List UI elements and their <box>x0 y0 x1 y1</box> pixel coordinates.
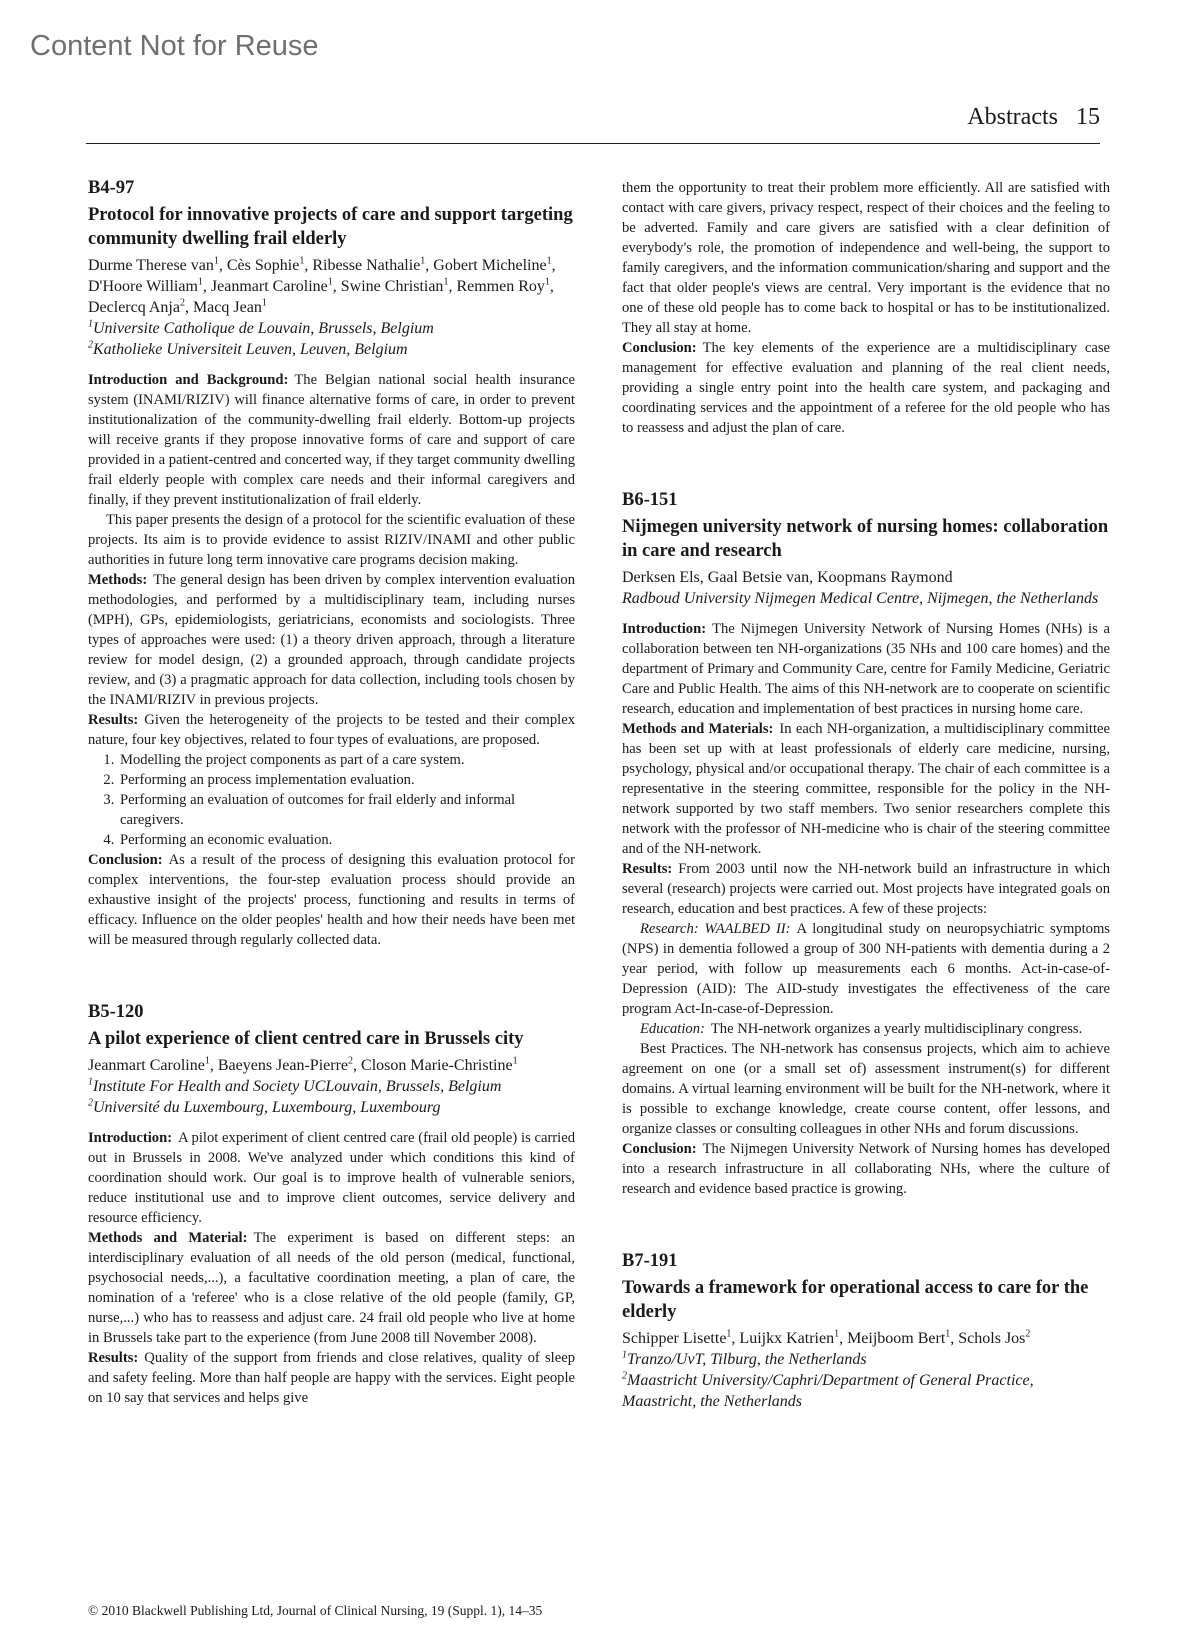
author-name: Remmen Roy <box>456 278 545 295</box>
section-label: Introduction and Background: <box>88 372 289 388</box>
author-affiliation-mark: 1 <box>945 1328 951 1340</box>
author-name: Luijkx Katrien <box>739 1330 835 1347</box>
author-name: Macq Jean <box>192 299 262 316</box>
abstract-title: Towards a framework for operational access to care for the elderly <box>622 1278 1089 1322</box>
section-text: Best Practices. The NH-network has consensus projects, which aim to achieve agreement on one (or a small set of) assessment instrument(s) for different domains. A virtual learning environment will be built for the NH-network, where it is possible to exchange knowledge, create course content, offer lessons, and organize classes or consulting colleagues in other NHs and forum discussions. <box>622 1041 1110 1137</box>
section-text: A pilot experiment of client centred care (frail old people) is carried out in Brussels in 2008. We've analyzed under which conditions this kind of coordination should work. Our goal is to improve health of vulnerable seniors, reduce institutional use and to improve client outcomes, service delivery and resource efficiency. <box>88 1130 575 1226</box>
affiliation-text: Tranzo/UvT, Tilburg, the Netherlands <box>627 1351 867 1368</box>
author-name: Meijboom Bert <box>847 1330 946 1347</box>
objective-item: 4. Performing an economic evaluation. <box>118 830 575 850</box>
abstract <box>622 1251 1110 1412</box>
affiliation-mark: 1 <box>88 318 93 330</box>
author-list: Schipper Lisette$^1$, Luijkx Katrien$^1$, Meijboom Bert$^1$, Schols Jos$^2$ <box>622 1328 1031 1347</box>
author-name: Derksen Els <box>622 569 700 586</box>
abstract-id: B6-151 <box>622 490 678 510</box>
running-head <box>967 104 1100 131</box>
affiliation-text: Radboud University Nijmegen Medical Centre, Nijmegen, the Netherlands <box>622 590 1099 607</box>
affiliation <box>88 318 575 339</box>
abstract-section <box>622 178 1110 338</box>
affiliation-mark: 2 <box>622 1370 627 1382</box>
author-name: Gaal Betsie van <box>707 569 810 586</box>
section-text: The Nijmegen University Network of Nursing homes has developed into a research infrastructure in all collaborating NHs, where the culture of research and evidence based practice is growing. <box>622 1141 1110 1197</box>
affiliation-mark: 1 <box>88 1076 93 1088</box>
author-list: Jeanmart Caroline$^1$, Baeyens Jean-Pierre$^2$, Closon Marie-Christine$^1$ <box>88 1055 518 1074</box>
right-column <box>622 178 1110 1464</box>
abstract-title: Protocol for innovative projects of care and support targeting community dwelling frail elderly <box>88 205 573 249</box>
objective-item: 3. Performing an evaluation of outcomes for frail elderly and informal caregivers. <box>118 790 575 830</box>
abstract-body <box>88 370 575 950</box>
section-text: In each NH-organization, a multidisciplinary committee has been set up with at least professionals of elderly care medicine, nursing, psychology, physical and/or occupational therapy. The chair of each committee is a representative in the steering committee, responsible for the policy in the NH-network supported by two staff members. Two senior researchers complete this network with the professor of NH-medicine who is chair of the steering committee and of the NH-network. <box>622 721 1110 857</box>
section-text: The experiment is based on different steps: an interdisciplinary evaluation of all needs of the old person (medical, functional, psychosocial needs,...), a facultative coordination meeting, a plan of care, the nomination of a 'referee' who is a close relative of the old people (family, GP, nurse,...) who has to reassess and adjust care. 24 frail old people who live at home in Brussels take part to the experience (from June 2008 till November 2008). <box>88 1230 575 1346</box>
author-name: Durme Therese van <box>88 257 214 274</box>
affiliation <box>88 339 575 360</box>
section-text: The Belgian national social health insurance system (INAMI/RIZIV) will finance alternative forms of care, in order to prevent institutionalization of the community-dwelling frail elderly. Bottom-up projects will receive grants if they propose innovative forms of care and support of care provided in a patient-centred and concerted way, if they target community dwelling frail elderly people with complex care needs and their informal caregivers and finally, if they prevent institutionalization of frail elderly. <box>88 372 576 508</box>
author-name: Baeyens Jean-Pierre <box>217 1057 349 1074</box>
abstract-section <box>622 338 1110 438</box>
abstract-section <box>622 1039 1110 1139</box>
author-list: Derksen Els, Gaal Betsie van, Koopmans Raymond <box>622 569 953 586</box>
abstract <box>88 1002 575 1408</box>
author-name: Declercq Anja <box>88 299 180 316</box>
author-affiliation-mark: 1 <box>546 255 552 267</box>
affiliation-text: Katholieke Universiteit Leuven, Leuven, Belgium <box>93 341 408 358</box>
section-text: The Nijmegen University Network of Nursing Homes (NHs) is a collaboration between ten NH-organizations (35 NHs and 100 care homes) and the department of Primary and Community Care, centre for Family Medicine, Geriatric Care and Public Health. The aims of this NH-network are to cooperate on scientific research, education and implementation of best practices in nursing home care. <box>622 621 1110 717</box>
section-label: Conclusion: <box>622 340 697 356</box>
section-label: Introduction: <box>88 1130 173 1146</box>
affiliation-mark: 2 <box>88 339 93 351</box>
abstract-section <box>88 570 575 710</box>
affiliation-text: Institute For Health and Society UCLouvain, Brussels, Belgium <box>93 1078 502 1095</box>
author-name: Cès Sophie <box>226 257 300 274</box>
section-label: Results: <box>622 861 673 877</box>
abstract-id: B5-120 <box>88 1002 144 1022</box>
section-text: A longitudinal study on neuropsychiatric symptoms (NPS) in dementia followed a group of 300 NH-patients with dementia during a 2 year period, with follow up measurements each 6 months. Act-in-case-of-Depression (AID): The AID-study investigates the effectiveness of the care program Act-In-case-of-Depression. <box>622 921 1110 1017</box>
affiliation-text: Universite Catholique de Louvain, Brussels, Belgium <box>93 320 434 337</box>
author-name: D'Hoore William <box>88 278 198 295</box>
section-label: Education: <box>640 1021 705 1037</box>
author-affiliation-mark: 1 <box>726 1328 732 1340</box>
abstract-section <box>88 1348 575 1408</box>
author-name: Ribesse Nathalie <box>312 257 421 274</box>
abstract-section <box>622 1019 1110 1039</box>
abstract-section <box>622 719 1110 859</box>
section-text: This paper presents the design of a protocol for the scientific evaluation of these projects. Its aim is to provide evidence to assist RIZIV/INAMI and other public authorities in future long term innovative care programs decision making. <box>88 512 575 568</box>
author-affiliation-mark: 1 <box>299 255 305 267</box>
section-label: Methods and Material: <box>88 1230 248 1246</box>
watermark: Content Not for Reuse <box>30 30 319 62</box>
section-label: Conclusion: <box>88 852 163 868</box>
affiliation-text: Maastricht University/Caphri/Department of General Practice, Maastricht, the Netherlands <box>622 1372 1034 1410</box>
abstract-section <box>622 619 1110 719</box>
affiliation <box>88 1097 575 1118</box>
abstract-section <box>88 510 575 570</box>
section-text: The key elements of the experience are a multidisciplinary case management for effective evaluation and planning of the real client needs, providing a single entry point into the health care system, and packaging and coordinating services and the appointment of a referee for the old people who has to reassess and adjust the plan of care. <box>622 340 1110 436</box>
author-affiliation-mark: 1 <box>420 255 426 267</box>
author-affiliation-mark: 1 <box>327 276 333 288</box>
author-affiliation-mark: 1 <box>544 276 550 288</box>
abstract-section <box>622 1139 1110 1199</box>
author-affiliation-mark: 1 <box>261 297 267 309</box>
affiliation <box>622 1370 1110 1412</box>
left-column <box>88 178 575 1460</box>
section-label: Results: <box>88 1350 139 1366</box>
section-text: As a result of the process of designing this evaluation protocol for complex interventions, the four-step evaluation process should provide an exhaustive insight of the projects' process, functioning and results in terms of efficacy. Influence on the older peoples' health and how their needs have been met will be measured through regularly collected data. <box>88 852 575 948</box>
abstract-body <box>88 1128 575 1408</box>
section-label: Introduction: <box>622 621 707 637</box>
abstract-title: A pilot experience of client centred care in Brussels city <box>88 1029 524 1049</box>
author-name: Koopmans Raymond <box>817 569 953 586</box>
abstract-id: B4-97 <box>88 178 135 198</box>
affiliation <box>622 1349 1110 1370</box>
author-affiliation-mark: 1 <box>197 276 203 288</box>
section-label: Methods: <box>88 572 148 588</box>
affiliation <box>88 1076 575 1097</box>
author-affiliation-mark: 1 <box>512 1055 518 1067</box>
abstract <box>622 490 1110 1199</box>
author-affiliation-mark: 1 <box>834 1328 840 1340</box>
header-rule <box>86 143 1100 144</box>
author-affiliation-mark: 1 <box>443 276 449 288</box>
author-name: Closon Marie-Christine <box>361 1057 513 1074</box>
author-affiliation-mark: 2 <box>179 297 185 309</box>
abstract-continuation <box>622 178 1110 438</box>
affiliation <box>622 588 1110 609</box>
author-affiliation-mark: 2 <box>1025 1328 1031 1340</box>
affiliation-mark: 1 <box>622 1349 627 1361</box>
footer: © 2010 Blackwell Publishing Ltd, Journal of Clinical Nursing, 19 (Suppl. 1), 14–35 <box>88 1603 543 1618</box>
abstract-section <box>88 710 575 750</box>
section-label: Conclusion: <box>622 1141 697 1157</box>
section-label: Methods and Materials: <box>622 721 774 737</box>
section-text: From 2003 until now the NH-network build an infrastructure in which several (research) projects were carried out. Most projects have integrated goals on research, education and best practices. A few of these projects: <box>622 861 1110 917</box>
abstract-section <box>88 1128 575 1228</box>
author-name: Schols Jos <box>958 1330 1026 1347</box>
section-text: Quality of the support from friends and close relatives, quality of sleep and safety feeling. More than half people are happy with the services. Eight people on 10 say that services and helps give <box>88 1350 575 1406</box>
author-affiliation-mark: 1 <box>213 255 219 267</box>
author-affiliation-mark: 1 <box>204 1055 210 1067</box>
author-list: Durme Therese van$^1$, Cès Sophie$^1$, Ribesse Nathalie$^1$, Gobert Micheline$^1$, D'Hoore William$^1$, Jeanmart Caroline$^1$, Swine Christian$^1$, Remmen Roy$^1$, Declercq Anja$^2$, Macq Jean$^1$ <box>88 255 556 316</box>
abstract-section <box>88 850 575 950</box>
abstract-body <box>622 619 1110 1199</box>
author-affiliation-mark: 2 <box>348 1055 354 1067</box>
affiliation-text: Université du Luxembourg, Luxembourg, Luxembourg <box>93 1099 441 1116</box>
section-text: Given the heterogeneity of the projects to be tested and their complex nature, four key objectives, related to four types of evaluations, are proposed. <box>88 712 575 748</box>
section-text: The NH-network organizes a yearly multidisciplinary congress. <box>710 1021 1083 1037</box>
section-text: them the opportunity to treat their problem more efficiently. All are satisfied with contact with care givers, privacy respect, respect of their choices and the feeling to be adverted. Family and care givers are satisfied with a clear definition of everybody's role, the promotion of independence and well-being, the support to family caregivers, and the information communication/sharing and support and the fact that older people's views are central. Very important is the evidence that no one of these old people has to come back to hospital or has to be institutionalized. They all stay at home. <box>622 180 1110 336</box>
author-name: Schipper Lisette <box>622 1330 727 1347</box>
author-name: Swine Christian <box>340 278 444 295</box>
section-label: Research: WAALBED II: <box>640 921 791 937</box>
abstract-id: B7-191 <box>622 1251 678 1271</box>
section-text: The general design has been driven by complex intervention evaluation methodologies, and performed by a multidisciplinary team, including nurses (MPH), GPs, epidemiologists, geriatricians, economists and sociologists. Three types of approaches were used: (1) a theory driven approach, through a literature review for model design, (2) a grounded approach, through candidate projects review, and (3) a pragmatic approach for data collection, including tools chosen by the INAMI/RIZIV in previous projects. <box>88 572 575 708</box>
abstract <box>88 178 575 950</box>
author-name: Gobert Micheline <box>433 257 547 274</box>
author-name: Jeanmart Caroline <box>210 278 328 295</box>
abstract-section <box>622 859 1110 919</box>
page-number: 15 <box>1076 104 1100 130</box>
affiliation-mark: 2 <box>88 1097 93 1109</box>
abstract-section <box>622 919 1110 1019</box>
objective-item: 1. Modelling the project components as part of a care system. <box>118 750 575 770</box>
author-name: Jeanmart Caroline <box>88 1057 205 1074</box>
abstract-section <box>88 1228 575 1348</box>
objective-list <box>88 750 575 850</box>
running-head-section: Abstracts <box>967 104 1058 130</box>
section-label: Results: <box>88 712 139 728</box>
abstract-title: Nijmegen university network of nursing homes: collaboration in care and research <box>622 517 1109 561</box>
abstract-section <box>88 370 575 510</box>
objective-item: 2. Performing an process implementation evaluation. <box>118 770 575 790</box>
